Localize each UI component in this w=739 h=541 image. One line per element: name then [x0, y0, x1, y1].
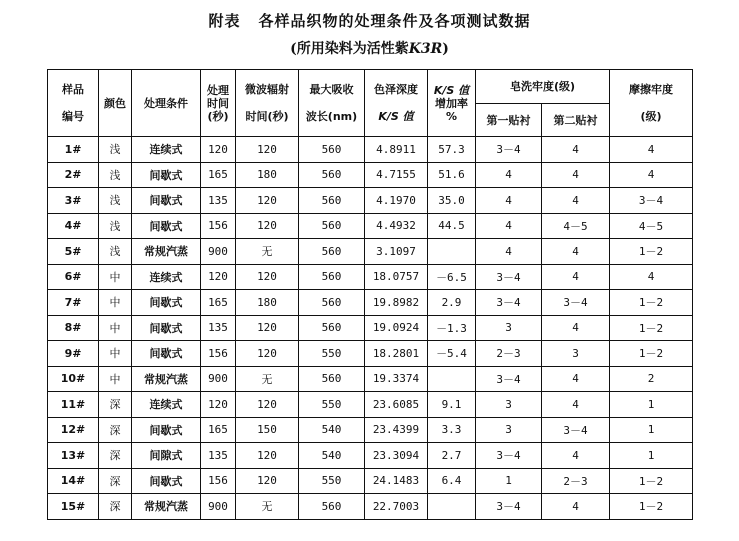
cell-color: 中: [99, 341, 132, 367]
cell-sample-id: 7#: [48, 290, 99, 316]
cell-wavelength: 560: [299, 494, 365, 520]
header-row-1: [48, 70, 693, 104]
cell-wavelength: 560: [299, 264, 365, 290]
header-wash-fastness: 皂洗牢度(级): [476, 70, 610, 104]
cell-rub-fastness: 1－2: [610, 239, 693, 265]
cell-microwave-time: 180: [236, 290, 299, 316]
cell-condition: 间隙式: [132, 443, 201, 469]
cell-time: 900: [201, 494, 236, 520]
cell-wash-second: 4: [542, 315, 610, 341]
header-ks-increase: K/S 值 增加率 %: [428, 70, 476, 137]
table-row: [48, 443, 693, 469]
cell-time: 120: [201, 392, 236, 418]
header-sample-id: 样品 编号: [48, 70, 99, 137]
header-color: 颜色: [99, 70, 132, 137]
cell-condition: 连续式: [132, 137, 201, 163]
cell-condition: 间歇式: [132, 315, 201, 341]
cell-color: 深: [99, 392, 132, 418]
cell-wash-second: 4－5: [542, 213, 610, 239]
cell-color: 浅: [99, 239, 132, 265]
cell-time: 135: [201, 443, 236, 469]
cell-condition: 间歇式: [132, 188, 201, 214]
cell-ks-increase: 2.7: [428, 443, 476, 469]
cell-microwave-time: 120: [236, 392, 299, 418]
cell-ks-increase: －1.3: [428, 315, 476, 341]
cell-wavelength: 560: [299, 315, 365, 341]
page-title: [0, 10, 739, 31]
cell-wavelength: 550: [299, 341, 365, 367]
cell-wavelength: 560: [299, 290, 365, 316]
cell-ks-increase: 44.5: [428, 213, 476, 239]
cell-wavelength: 560: [299, 213, 365, 239]
cell-condition: 间歇式: [132, 162, 201, 188]
cell-ks-value: 4.8911: [365, 137, 428, 163]
cell-ks-value: 19.3374: [365, 366, 428, 392]
title-prefix: 附表: [208, 12, 241, 30]
cell-sample-id: 3#: [48, 188, 99, 214]
header-wash-first: 第一贴衬: [476, 104, 542, 137]
cell-sample-id: 13#: [48, 443, 99, 469]
cell-ks-increase: 6.4: [428, 468, 476, 494]
cell-wash-second: 4: [542, 494, 610, 520]
cell-sample-id: 9#: [48, 341, 99, 367]
subtitle-suffix: ): [442, 41, 449, 57]
table-row: [48, 315, 693, 341]
cell-ks-increase: [428, 239, 476, 265]
cell-rub-fastness: 4: [610, 264, 693, 290]
cell-sample-id: 10#: [48, 366, 99, 392]
cell-condition: 间歇式: [132, 468, 201, 494]
cell-time: 165: [201, 162, 236, 188]
cell-microwave-time: 120: [236, 443, 299, 469]
cell-wash-second: 4: [542, 366, 610, 392]
cell-rub-fastness: 4: [610, 162, 693, 188]
cell-time: 120: [201, 137, 236, 163]
cell-microwave-time: 无: [236, 239, 299, 265]
cell-rub-fastness: 1: [610, 392, 693, 418]
cell-color: 深: [99, 417, 132, 443]
cell-rub-fastness: 1: [610, 443, 693, 469]
table-row: [48, 290, 693, 316]
cell-wash-first: 3－4: [476, 366, 542, 392]
cell-microwave-time: 120: [236, 468, 299, 494]
cell-wash-first: 4: [476, 162, 542, 188]
cell-wash-second: 3－4: [542, 290, 610, 316]
cell-ks-increase: 2.9: [428, 290, 476, 316]
cell-rub-fastness: 2: [610, 366, 693, 392]
cell-ks-increase: [428, 494, 476, 520]
cell-wash-second: 3－4: [542, 417, 610, 443]
cell-ks-value: 18.2801: [365, 341, 428, 367]
cell-ks-increase: 9.1: [428, 392, 476, 418]
cell-ks-value: 4.4932: [365, 213, 428, 239]
cell-wash-first: 3－4: [476, 494, 542, 520]
cell-wavelength: 560: [299, 162, 365, 188]
subtitle-prefix: (所用染料为活性紫: [290, 41, 409, 57]
cell-wash-second: 4: [542, 239, 610, 265]
cell-condition: 间歇式: [132, 213, 201, 239]
cell-time: 900: [201, 239, 236, 265]
cell-rub-fastness: 1－2: [610, 341, 693, 367]
cell-wash-first: 1: [476, 468, 542, 494]
cell-wavelength: 560: [299, 239, 365, 265]
cell-microwave-time: 120: [236, 213, 299, 239]
cell-ks-increase: －6.5: [428, 264, 476, 290]
cell-rub-fastness: 1－2: [610, 315, 693, 341]
cell-microwave-time: 120: [236, 264, 299, 290]
cell-wavelength: 540: [299, 443, 365, 469]
table-row: [48, 188, 693, 214]
cell-color: 中: [99, 264, 132, 290]
cell-color: 深: [99, 468, 132, 494]
cell-rub-fastness: 4: [610, 137, 693, 163]
table-row: [48, 239, 693, 265]
cell-wavelength: 550: [299, 392, 365, 418]
cell-sample-id: 1#: [48, 137, 99, 163]
cell-ks-value: 23.6085: [365, 392, 428, 418]
header-time: 处理 时间 (秒): [201, 70, 236, 137]
cell-ks-increase: 51.6: [428, 162, 476, 188]
header-rub-fastness: 摩擦牢度 (级): [610, 70, 693, 137]
header-wash-second: 第二贴衬: [542, 104, 610, 137]
page-subtitle: [0, 38, 739, 58]
cell-wash-second: 4: [542, 443, 610, 469]
table-row: [48, 341, 693, 367]
cell-time: 135: [201, 315, 236, 341]
cell-wavelength: 540: [299, 417, 365, 443]
table-row: [48, 213, 693, 239]
cell-wash-second: 4: [542, 264, 610, 290]
cell-wash-first: 3－4: [476, 290, 542, 316]
cell-wash-first: 3: [476, 392, 542, 418]
cell-ks-value: 19.0924: [365, 315, 428, 341]
header-color-depth: 色泽深度 K/S 值: [365, 70, 428, 137]
cell-time: 900: [201, 366, 236, 392]
cell-condition: 间歇式: [132, 290, 201, 316]
cell-sample-id: 15#: [48, 494, 99, 520]
cell-wash-second: 4: [542, 137, 610, 163]
cell-condition: 常规汽蒸: [132, 239, 201, 265]
cell-microwave-time: 120: [236, 188, 299, 214]
table-row: [48, 137, 693, 163]
cell-wash-first: 4: [476, 188, 542, 214]
header-condition: 处理条件: [132, 70, 201, 137]
cell-ks-value: 23.3094: [365, 443, 428, 469]
cell-ks-value: 22.7003: [365, 494, 428, 520]
cell-wash-second: 4: [542, 162, 610, 188]
cell-time: 165: [201, 417, 236, 443]
cell-ks-increase: 57.3: [428, 137, 476, 163]
cell-time: 165: [201, 290, 236, 316]
cell-microwave-time: 120: [236, 315, 299, 341]
data-table: [47, 69, 693, 520]
cell-color: 深: [99, 494, 132, 520]
cell-wash-second: 2－3: [542, 468, 610, 494]
cell-wavelength: 560: [299, 366, 365, 392]
table-row: [48, 468, 693, 494]
cell-wash-first: 3－4: [476, 137, 542, 163]
cell-microwave-time: 无: [236, 366, 299, 392]
cell-ks-increase: 35.0: [428, 188, 476, 214]
cell-wash-first: 3: [476, 315, 542, 341]
cell-sample-id: 4#: [48, 213, 99, 239]
cell-wavelength: 560: [299, 137, 365, 163]
cell-microwave-time: 120: [236, 341, 299, 367]
header-microwave-time: 微波辐射 时间(秒): [236, 70, 299, 137]
cell-time: 135: [201, 188, 236, 214]
cell-wavelength: 560: [299, 188, 365, 214]
cell-wash-first: 3－4: [476, 264, 542, 290]
cell-ks-value: 4.1970: [365, 188, 428, 214]
cell-rub-fastness: 4－5: [610, 213, 693, 239]
cell-condition: 间歇式: [132, 417, 201, 443]
cell-wash-first: 4: [476, 239, 542, 265]
cell-condition: 常规汽蒸: [132, 366, 201, 392]
cell-microwave-time: 120: [236, 137, 299, 163]
cell-wash-second: 4: [542, 188, 610, 214]
cell-time: 156: [201, 468, 236, 494]
cell-wavelength: 550: [299, 468, 365, 494]
cell-sample-id: 14#: [48, 468, 99, 494]
cell-wash-first: 3: [476, 417, 542, 443]
cell-wash-second: 4: [542, 392, 610, 418]
cell-microwave-time: 180: [236, 162, 299, 188]
cell-time: 120: [201, 264, 236, 290]
cell-ks-value: 3.1097: [365, 239, 428, 265]
cell-rub-fastness: 1－2: [610, 494, 693, 520]
cell-wash-second: 3: [542, 341, 610, 367]
cell-sample-id: 6#: [48, 264, 99, 290]
cell-ks-increase: 3.3: [428, 417, 476, 443]
header-max-absorption: 最大吸收 波长(nm): [299, 70, 365, 137]
title-text: 各样品织物的处理条件及各项测试数据: [258, 12, 531, 30]
subtitle-dye: K3R: [408, 41, 443, 57]
cell-color: 中: [99, 290, 132, 316]
cell-rub-fastness: 3－4: [610, 188, 693, 214]
cell-microwave-time: 无: [236, 494, 299, 520]
cell-ks-value: 4.7155: [365, 162, 428, 188]
cell-ks-value: 24.1483: [365, 468, 428, 494]
cell-condition: 连续式: [132, 392, 201, 418]
cell-ks-value: 23.4399: [365, 417, 428, 443]
cell-rub-fastness: 1－2: [610, 468, 693, 494]
cell-ks-value: 18.0757: [365, 264, 428, 290]
cell-color: 中: [99, 315, 132, 341]
cell-sample-id: 2#: [48, 162, 99, 188]
table-body: [48, 137, 693, 520]
table-row: [48, 366, 693, 392]
cell-color: 浅: [99, 162, 132, 188]
cell-color: 中: [99, 366, 132, 392]
table-row: [48, 264, 693, 290]
cell-sample-id: 8#: [48, 315, 99, 341]
cell-color: 浅: [99, 213, 132, 239]
cell-sample-id: 11#: [48, 392, 99, 418]
table-row: [48, 162, 693, 188]
table-row: [48, 392, 693, 418]
cell-wash-first: 3－4: [476, 443, 542, 469]
cell-wash-first: 2－3: [476, 341, 542, 367]
table-row: [48, 417, 693, 443]
cell-condition: 连续式: [132, 264, 201, 290]
cell-rub-fastness: 1－2: [610, 290, 693, 316]
cell-condition: 间歇式: [132, 341, 201, 367]
cell-color: 深: [99, 443, 132, 469]
cell-sample-id: 5#: [48, 239, 99, 265]
cell-microwave-time: 150: [236, 417, 299, 443]
cell-condition: 常规汽蒸: [132, 494, 201, 520]
cell-color: 浅: [99, 137, 132, 163]
cell-wash-first: 4: [476, 213, 542, 239]
table-row: [48, 494, 693, 520]
cell-time: 156: [201, 213, 236, 239]
cell-color: 浅: [99, 188, 132, 214]
cell-sample-id: 12#: [48, 417, 99, 443]
cell-ks-value: 19.8982: [365, 290, 428, 316]
cell-ks-increase: [428, 366, 476, 392]
cell-rub-fastness: 1: [610, 417, 693, 443]
cell-ks-increase: －5.4: [428, 341, 476, 367]
cell-time: 156: [201, 341, 236, 367]
